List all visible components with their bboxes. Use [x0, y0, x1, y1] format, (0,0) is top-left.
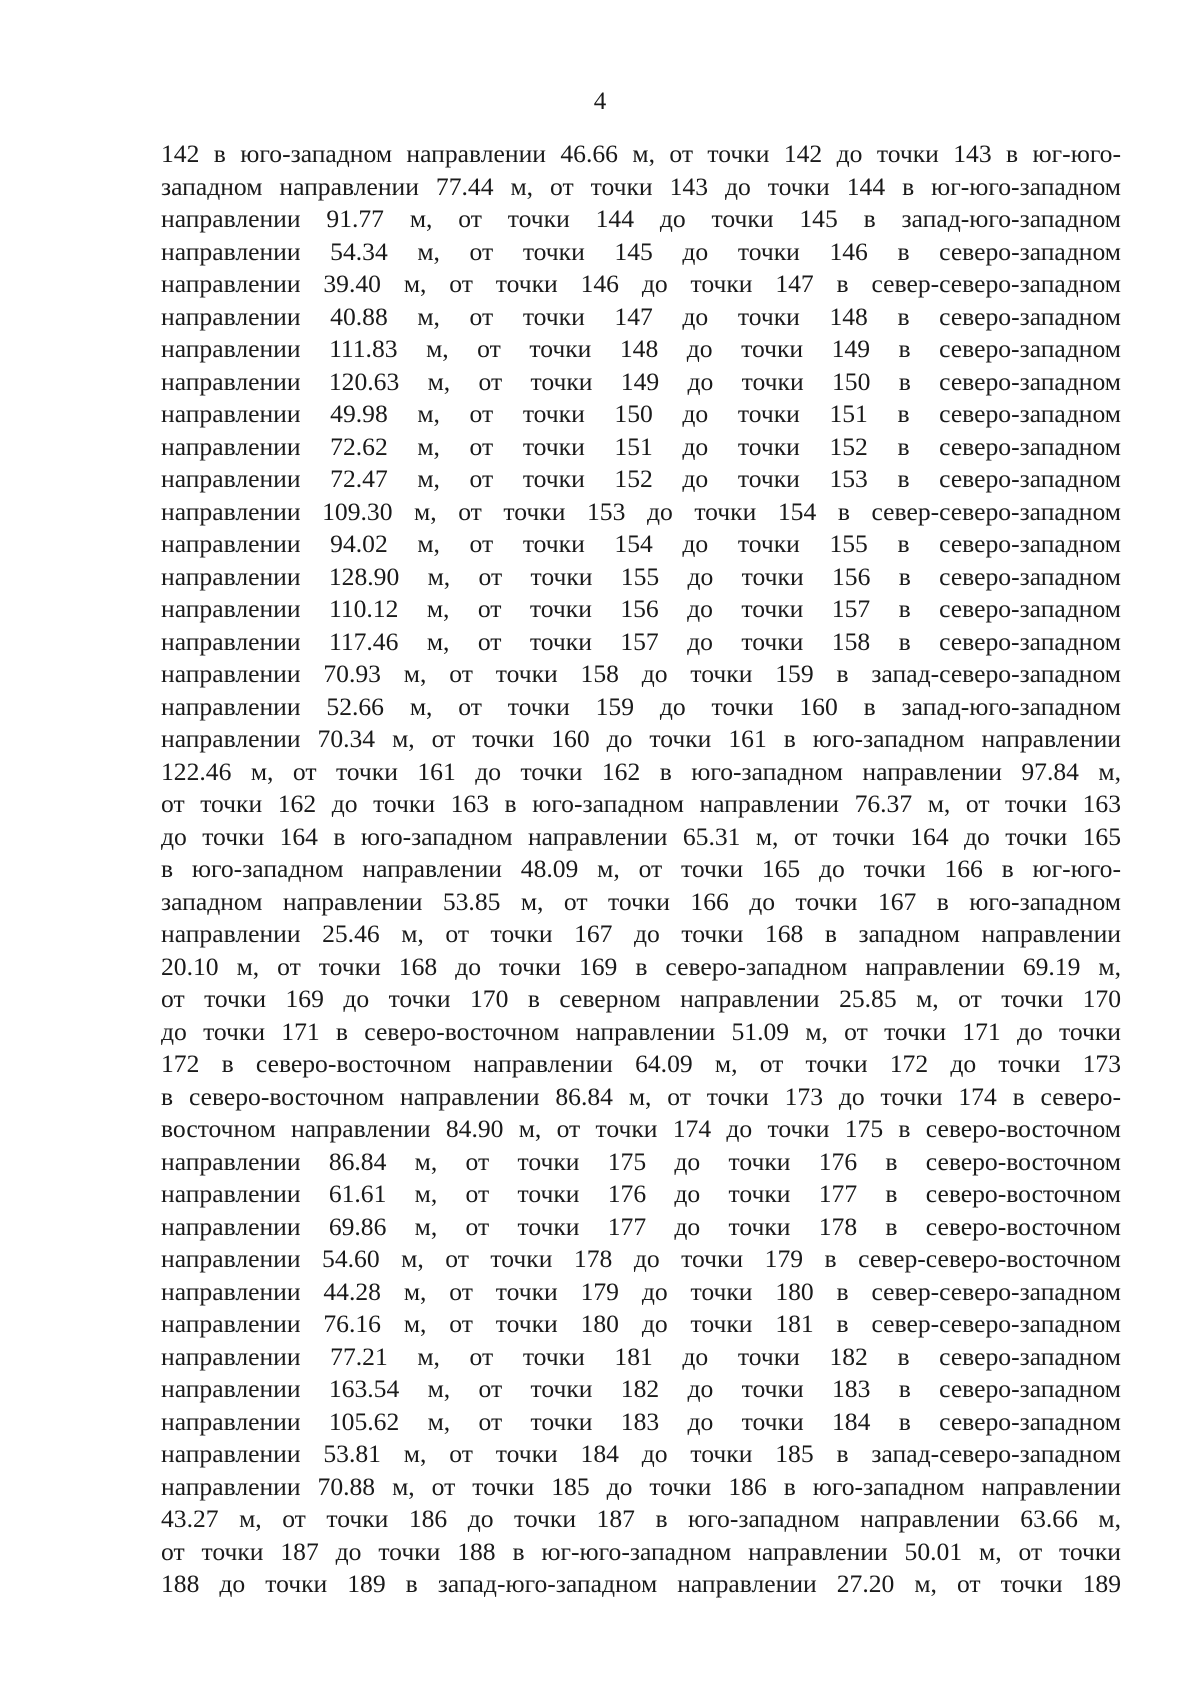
text-line: 43.27 м, от точки 186 до точки 187 в юго-западном направлении 63.66 м, — [161, 1504, 1121, 1533]
body-text — [161, 138, 1121, 1601]
text-line: направлении 163.54 м, от точки 182 до точки 183 в северо-западном — [161, 1374, 1121, 1403]
text-line: западном направлении 53.85 м, от точки 166 до точки 167 в юго-западном — [161, 886, 1121, 916]
text-line: направлении 91.77 м, от точки 144 до точки 145 в запад-юго-западном — [161, 204, 1121, 233]
text-line: направлении 52.66 м, от точки 159 до точки 160 в запад-юго-западном — [161, 691, 1121, 721]
text-line: от точки 169 до точки 170 в северном направлении 25.85 м, от точки 170 — [161, 984, 1121, 1013]
text-line: направлении 49.98 м, от точки 150 до точки 151 в северо-западном — [161, 399, 1121, 428]
text-line: направлении 72.62 м, от точки 151 до точки 152 в северо-западном — [161, 431, 1121, 461]
text-line: направлении 39.40 м, от точки 146 до точки 147 в север-северо-западном — [161, 269, 1121, 298]
text-line: 188 до точки 189 в запад-юго-западном направлении 27.20 м, от точки 189 — [161, 1569, 1121, 1598]
text-line: направлении 77.21 м, от точки 181 до точки 182 в северо-западном — [161, 1341, 1121, 1371]
text-line: 122.46 м, от точки 161 до точки 162 в юго-западном направлении 97.84 м, — [161, 756, 1121, 786]
text-line: направлении 54.34 м, от точки 145 до точки 146 в северо-западном — [161, 236, 1121, 266]
text-line: направлении 109.30 м, от точки 153 до точки 154 в север-северо-западном — [161, 496, 1121, 526]
text-line: направлении 117.46 м, от точки 157 до точки 158 в северо-западном — [161, 626, 1121, 656]
page-number: 4 — [593, 88, 607, 115]
text-line: направлении 70.34 м, от точки 160 до точки 161 в юго-западном направлении — [161, 724, 1121, 753]
text-line: 172 в северо-восточном направлении 64.09 м, от точки 172 до точки 173 — [161, 1049, 1121, 1078]
text-line: направлении 110.12 м, от точки 156 до точки 157 в северо-западном — [161, 594, 1121, 623]
text-line: направлении 76.16 м, от точки 180 до точки 181 в север-северо-западном — [161, 1309, 1121, 1338]
text-line: в северо-восточном направлении 86.84 м, от точки 173 до точки 174 в северо- — [161, 1081, 1121, 1111]
text-line: направлении 86.84 м, от точки 175 до точки 176 в северо-восточном — [161, 1146, 1121, 1176]
text-line: направлении 40.88 м, от точки 147 до точки 148 в северо-западном — [161, 301, 1121, 331]
text-line: направлении 94.02 м, от точки 154 до точки 155 в северо-западном — [161, 529, 1121, 558]
text-line: направлении 120.63 м, от точки 149 до точки 150 в северо-западном — [161, 366, 1121, 396]
text-line: направлении 61.61 м, от точки 176 до точки 177 в северо-восточном — [161, 1179, 1121, 1208]
text-line: направлении 70.93 м, от точки 158 до точки 159 в запад-северо-западном — [161, 659, 1121, 688]
text-line: до точки 164 в юго-западном направлении 65.31 м, от точки 164 до точки 165 — [161, 821, 1121, 851]
text-line: направлении 53.81 м, от точки 184 до точки 185 в запад-северо-западном — [161, 1439, 1121, 1468]
text-line: направлении 128.90 м, от точки 155 до точки 156 в северо-западном — [161, 561, 1121, 591]
text-line: 20.10 м, от точки 168 до точки 169 в северо-западном направлении 69.19 м, — [161, 951, 1121, 981]
text-line: от точки 187 до точки 188 в юг-юго-западном направлении 50.01 м, от точки — [161, 1536, 1121, 1566]
text-line: 142 в юго-западном направлении 46.66 м, от точки 142 до точки 143 в юг-юго- — [161, 139, 1121, 168]
text-line: до точки 171 в северо-восточном направлении 51.09 м, от точки 171 до точки — [161, 1016, 1121, 1046]
text-line: направлении 105.62 м, от точки 183 до точки 184 в северо-западном — [161, 1406, 1121, 1436]
text-line: направлении 111.83 м, от точки 148 до точки 149 в северо-западном — [161, 334, 1121, 363]
text-line: направлении 44.28 м, от точки 179 до точки 180 в север-северо-западном — [161, 1276, 1121, 1306]
text-line: направлении 70.88 м, от точки 185 до точки 186 в юго-западном направлении — [161, 1471, 1121, 1501]
text-line: в юго-западном направлении 48.09 м, от точки 165 до точки 166 в юг-юго- — [161, 854, 1121, 883]
text-line: направлении 54.60 м, от точки 178 до точки 179 в север-северо-восточном — [161, 1244, 1121, 1273]
text-line: восточном направлении 84.90 м, от точки 174 до точки 175 в северо-восточном — [161, 1114, 1121, 1143]
text-line: от точки 162 до точки 163 в юго-западном направлении 76.37 м, от точки 163 — [161, 789, 1121, 818]
text-line: западном направлении 77.44 м, от точки 143 до точки 144 в юг-юго-западном — [161, 171, 1121, 201]
text-line: направлении 72.47 м, от точки 152 до точки 153 в северо-западном — [161, 464, 1121, 493]
text-line: направлении 25.46 м, от точки 167 до точки 168 в западном направлении — [161, 919, 1121, 948]
text-line: направлении 69.86 м, от точки 177 до точки 178 в северо-восточном — [161, 1211, 1121, 1241]
